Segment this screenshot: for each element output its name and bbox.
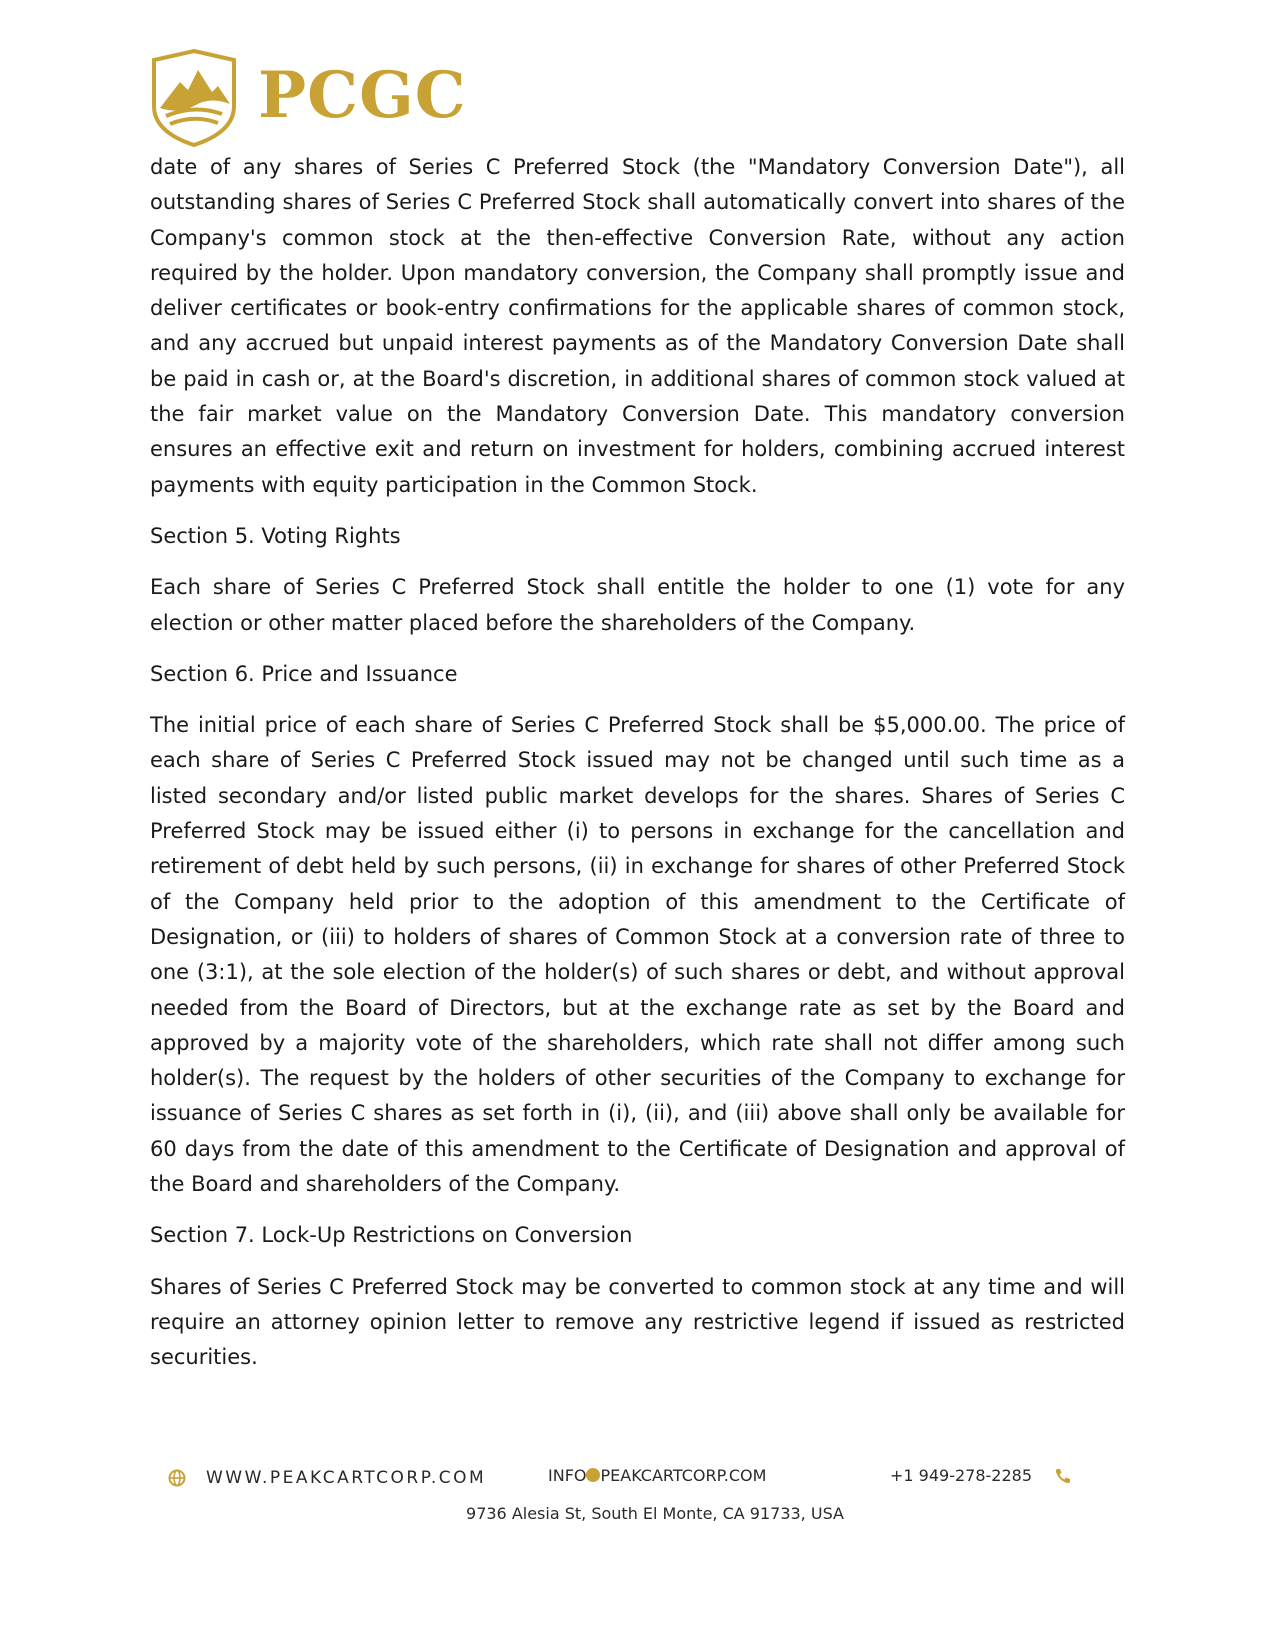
footer-address: 9736 Alesia St, South El Monte, CA 91733, USA <box>466 1504 844 1523</box>
footer-phone <box>890 1466 1072 1485</box>
section-7-text: Shares of Series C Preferred Stock may be converted to common stock at any time and will require an attorney opinion letter to remove any restrictive legend if issued as restricted securities. <box>150 1274 1125 1370</box>
section-6-heading: Section 6. Price and Issuance <box>150 661 458 686</box>
document-body <box>150 150 1125 1392</box>
section-7-heading: Section 7. Lock-Up Restrictions on Conversion <box>150 1223 633 1248</box>
email-domain: PEAKCARTCORP.COM <box>600 1466 767 1485</box>
at-sign-icon <box>586 1468 600 1482</box>
footer-website <box>168 1468 486 1488</box>
paragraph-mandatory-conversion: date of any shares of Series C Preferred Stock (the "Mandatory Conversion Date"), all outstanding shares of Series C Preferred Stock shall automatically convert into shares of the Company's common stock at the then-effective Conversion Rate, without any action required by the holder. Upon mandatory conversion, the Company shall promptly issue and deliver certificates or book-entry confirmations for the applicable shares of common stock, and any accrued but unpaid interest payments as of the Mandatory Conversion Date shall be paid in cash or, at the Board's discretion, in additional shares of common stock valued at the fair market value on the Mandatory Conversion Date. This mandatory conversion ensures an effective exit and return on investment for holders, combining accrued interest payments with equity participation in the Common Stock. <box>150 155 1125 497</box>
phone-text[interactable]: +1 949-278-2285 <box>890 1466 1033 1485</box>
page-header <box>150 48 467 148</box>
footer-email[interactable] <box>548 1466 766 1485</box>
website-text[interactable]: WWW.PEAKCARTCORP.COM <box>206 1468 487 1488</box>
phone-icon <box>1054 1467 1072 1485</box>
section-5-text: Each share of Series C Preferred Stock shall entitle the holder to one (1) vote for any election or other matter placed before the shareholders of the Company. <box>150 575 1125 635</box>
page-footer <box>0 1468 1275 1538</box>
section-5-heading: Section 5. Voting Rights <box>150 523 401 548</box>
logo-text: PCGC <box>258 57 467 133</box>
mountain-shield-icon <box>150 48 238 148</box>
globe-icon <box>168 1469 186 1487</box>
email-prefix: INFO <box>548 1466 587 1485</box>
section-6-text: The initial price of each share of Series C Preferred Stock shall be $5,000.00. The price of each share of Series C Preferred Stock issued may not be changed until such time as a listed secondary and/or listed public market develops for the shares. Shares of Series C Preferred Stock may be issued either (i) to persons in exchange for the cancellation and retirement of debt held by such persons, (ii) in exchange for shares of other Preferred Stock of the Company held prior to the adoption of this amendment to the Certificate of Designation, or (iii) to holders of shares of Common Stock at a conversion rate of three to one (3:1), at the sole election of the holder(s) of such shares or debt, and without approval needed from the Board of Directors, but at the exchange rate as set by the Board and approved by a majority vote of the shareholders, which rate shall not differ among such holder(s). The request by the holders of other securities of the Company to exchange for issuance of Series C shares as set forth in (i), (ii), and (iii) above shall only be available for 60 days from the date of this amendment to the Certificate of Designation and approval of the Board and shareholders of the Company. <box>150 713 1125 1197</box>
